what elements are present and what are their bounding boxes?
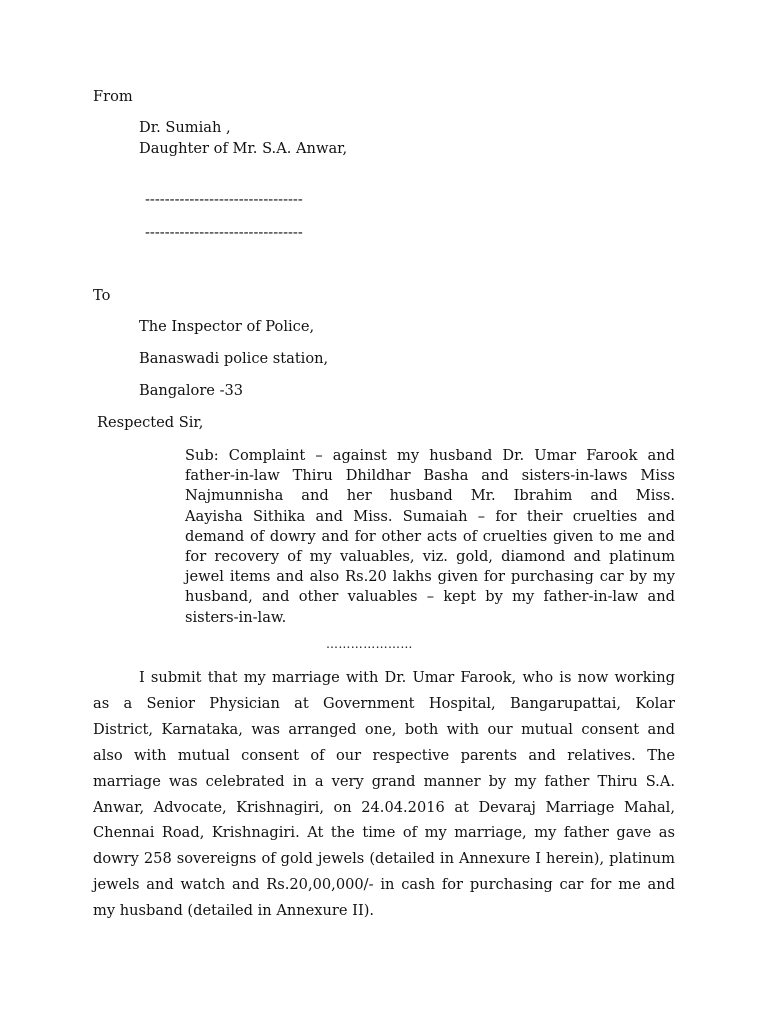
body-paragraph [93, 665, 675, 924]
recipient-line-3: Bangalore -33 [139, 382, 244, 399]
subject-line: Aayisha Sithika and Miss. Sumaiah – for their cruelties and [185, 507, 675, 525]
paragraph-line: my husband (detailed in Annexure II). [93, 902, 375, 920]
paragraph-line: marriage was celebrated in a very grand manner by my father Thiru S.A. [93, 772, 675, 790]
to-label: To [93, 287, 111, 304]
paragraph-line: also with mutual consent of our respective parents and relatives. The [93, 746, 675, 764]
paragraph-line: I submit that my marriage with Dr. Umar Farook, who is now working [139, 669, 675, 686]
paragraph-line: as a Senior Physician at Government Hospital, Bangarupattai, Kolar [93, 694, 675, 712]
paragraph-line: Anwar, Advocate, Krishnagiri, on 24.04.2016 at Devaraj Marriage Mahal, [93, 798, 675, 816]
paragraph-line: jewels and watch and Rs.20,00,000/- in cash for purchasing car for me and [93, 876, 675, 894]
paragraph-line: Chennai Road, Krishnagiri. At the time of my marriage, my father gave as [93, 824, 675, 842]
subject-line: Sub: Complaint – against my husband Dr. Umar Farook and [185, 447, 675, 464]
paragraph-line: District, Karnataka, was arranged one, both with our mutual consent and [93, 720, 675, 738]
subject-line: demand of dowry and for other acts of cruelties given to me and [185, 527, 675, 545]
salutation: Respected Sir, [97, 414, 204, 431]
sender-address-line-1: -------------------------------- [145, 191, 303, 208]
subject-block [185, 446, 675, 628]
subject-line: jewel items and also Rs.20 lakhs given for purchasing car by my [185, 568, 675, 586]
recipient-line-2: Banaswadi police station, [139, 350, 329, 367]
sender-relation: Daughter of Mr. S.A. Anwar, [139, 140, 348, 157]
paragraph-line: dowry 258 sovereigns of gold jewels (detailed in Annexure I herein), platinum [93, 850, 675, 868]
subject-line: sisters-in-law. [185, 608, 287, 626]
sender-address-line-2: -------------------------------- [145, 224, 303, 241]
separator-dots: ………………… [326, 637, 413, 651]
recipient-line-1: The Inspector of Police, [139, 318, 315, 335]
subject-line: husband, and other valuables – kept by my father-in-law and [185, 588, 675, 606]
subject-line: Najmunnisha and her husband Mr. Ibrahim and Miss. [185, 487, 675, 505]
sender-name: Dr. Sumiah , [139, 119, 231, 136]
subject-line: father-in-law Thiru Dhildhar Basha and sisters-in-laws Miss [185, 467, 675, 485]
subject-line: for recovery of my valuables, viz. gold, diamond and platinum [185, 548, 675, 566]
from-label: From [93, 88, 133, 105]
